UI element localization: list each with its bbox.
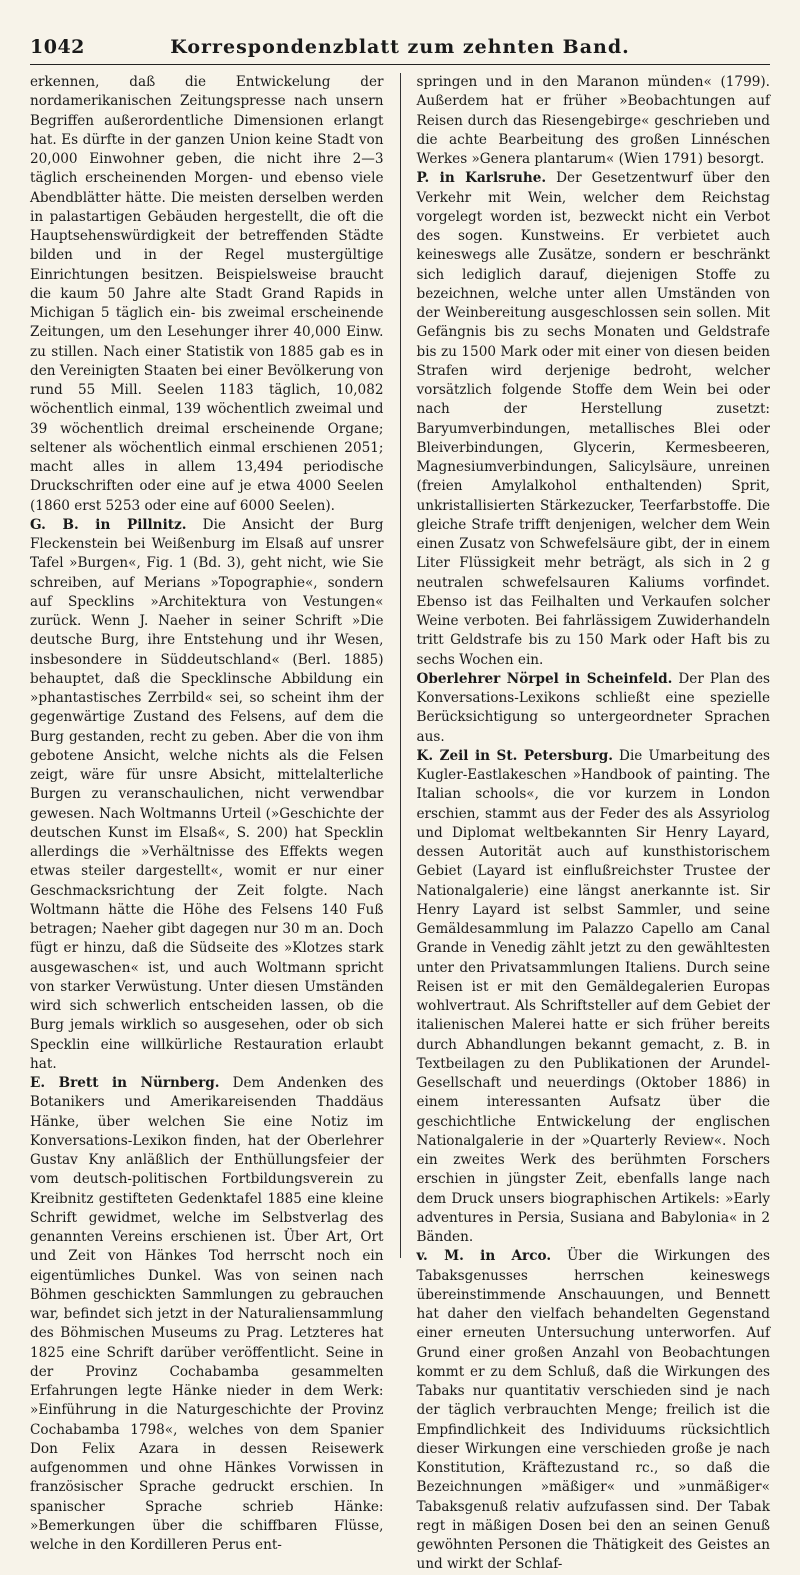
correspondent-heading: v. M. in Arco. [416,1248,552,1265]
correspondent-heading: K. Zeil in St. Petersburg. [416,747,613,764]
paragraph [417,1247,771,1574]
paragraph [30,1074,384,1555]
correspondent-heading: G. B. in Pillnitz. [30,516,187,533]
page-number: 1042 [30,36,85,58]
paragraph-text: springen und in den Maranon münden« (1799). Außerdem hat er früher »Beobachtungen auf Reisen durch das Riesengebirge« geschrieben und die achte Bearbeitung des großen Linnéschen Werkes »Genera plantarum« (Wien 1791) besorgt. [416,74,770,167]
paragraph-text: Die Ansicht der Burg Fleckenstein bei Weißenburg im Elsaß auf unsrer Tafel »Burgen«, Fig. 1 (Bd. 3), geht nicht, wie Sie schreiben, auf Merians »Topographie«, sondern auf Specklins »Architektura von Vestungen« zurück. Wenn J. Naeher in seiner Schrift »Die deutsche Burg, ihre Entstehung und ihr Wesen, insbesondere in Süddeutschland« (Berl. 1885) behauptet, daß die Specklinsche Abbildung ein »phantastisches Zerrbild« sei, so scheint ihm der gegenwärtige Zustand des Felsens, auf dem die Burg gestanden, recht zu geben. Aber die von ihm gebotene Ansicht, welche nichts als die Felsen zeigt, wäre für unsre Absicht, mittelalterliche Burgen zu veranschaulichen, nicht verwendbar gewesen. Nach Woltmanns Urteil (»Geschichte der deutschen Kunst im Elsaß«, S. 200) hat Specklin allerdings die »Verhältnisse des Effekts wegen etwas steiler dargestellt«, womit er nur einer Geschmacksrichtung der Zeit folgte. Nach Woltmann hätte die Höhe des Felsens 140 Fuß betragen; Naeher gibt dagegen nur 30 m an. Doch fügt er hinzu, daß die Südseite des »Klotzes stark ausgewaschen« ist, und auch Woltmann spricht von starker Verwüstung. Unter diesen Umständen wird sich schwerlich entscheiden lassen, ob die Burg jemals wirklich so ausgesehen, oder ob sich Specklin eine willkürliche Restauration erlaubt hat. [30,516,384,1072]
paragraph [417,73,771,169]
paragraph-text: Der Gesetzentwurf über den Verkehr mit Wein, welcher dem Reichstag vorgelegt worden ist, bezweckt nicht ein Verbot des sogen. Kunstweins. Er verbietet auch keineswegs alle Zusätze, sondern er beschränkt sich lediglich darauf, diejenigen Stoffe zu bezeichnen, welche unter allen Umständen von der Weinbereitung ausgeschlossen sein sollen. Mit Gefängnis bis zu sechs Monaten und Geldstrafe bis zu 1500 Mark oder mit einer von diesen beiden Strafen wird derjenige bedroht, welcher vorsätzlich folgende Stoffe dem Wein bei oder nach der Herstellung zusetzt: Baryumverbindungen, metallisches Blei oder Bleiverbindungen, Glycerin, Kermesbeeren, Magnesiumverbindungen, Salicylsäure, unreinen (freien Amylalkohol enthaltenden) Sprit, unkristallisierten Stärkezucker, Teerfarbstoffe. Die gleiche Strafe trifft denjenigen, welcher dem Wein einen Zusatz von Schwefelsäure gibt, der in einem Liter Flüssigkeit mehr beträgt, als sich in 2 g neutralen schwefelsauren Kaliums vorfindet. Ebenso ist das Feilhalten und Verkaufen solcher Weine verboten. Bei fahrlässigem Zuwiderhandeln tritt Geldstrafe bis zu 150 Mark oder Haft bis zu sechs Wochen ein. [416,170,770,668]
column-divider [400,73,401,1258]
paragraph-text: Der Plan des Konversations-Lexikons schließt eine spezielle Berücksichtigung so untergeordneter Sprachen aus. [416,670,770,745]
page-header [30,30,770,65]
paragraph [417,670,771,747]
paragraph [30,516,384,1074]
paragraph [417,747,771,1248]
paragraph-text: Über die Wirkungen des Tabaksgenusses herrschen keineswegs übereinstimmende Anschauungen, und Bennett hat daher den vielfach behandelten Gegenstand einer erneuten Untersuchung unterworfen. Auf Grund einer großen Anzahl von Beobachtungen kommt er zu dem Schluß, daß die Wirkungen des Tabaks nur quantitativ verschieden sind je nach der täglich verbrauchten Menge; freilich ist die Empfindlichkeit des Individuums rücksichtlich dieser Wirkungen eine verschieden große je nach Konstitution, Kräftezustand rc., so daß die Bezeichnungen »mäßiger« und »unmäßiger« Tabaksgenuß relativ aufzufassen sind. Der Tabak regt in mäßigen Dosen bei den an seinen Genuß gewöhnten Personen die Thätigkeit des Geistes an und wirkt der Schlaf- [416,1248,770,1573]
text-columns [30,73,770,1573]
right-column [416,73,771,1573]
paragraph-text: Die Umarbeitung des Kugler-Eastlakeschen »Handbook of painting. The Italian schools«, die vor kurzem in London erschien, stammt aus der Feder des als Assyriolog und Diplomat weltbekannten Sir Henry Layard, dessen Autorität auch auf kunsthistorischem Gebiet (Layard ist einflußreichster Trustee der Nationalgalerie) eine längst anerkannte ist. Sir Henry Layard ist selbst Sammler, und seine Gemäldesammlung im Palazzo Capello am Canal Grande in Venedig zählt jetzt zu den gewähltesten unter den Privatsammlungen Italiens. Durch seine Reisen ist er mit den Gemäldegalerien Europas wohlvertraut. Als Schriftsteller auf dem Gebiet der italienischen Malerei hatte er sich früher bereits durch Abhandlungen bekannt gemacht, z. B. in Textbeilagen zu den Publikationen der Arundel-Gesellschaft und neuerdings (Oktober 1886) in einem interessanten Aufsatz über die geschichtliche Entwickelung der englischen Nationalgalerie in der »Quarterly Review«. Noch ein zweites Werk des berühmten Forschers erschien in jüngster Zeit, ebenfalls lange nach dem Druck unsers biographischen Artikels: »Early adventures in Persia, Susiana and Babylonia« in 2 Bänden. [416,747,770,1245]
correspondent-heading: P. in Karlsruhe. [416,170,547,187]
correspondent-heading: E. Brett in Nürnberg. [30,1075,220,1091]
correspondent-heading: Oberlehrer Nörpel in Scheinfeld. [416,670,673,687]
left-column [30,73,384,1553]
paragraph [417,169,771,670]
running-title: Korrespondenzblatt zum zehnten Band. [170,36,630,58]
paragraph-text: Dem Andenken des Botanikers und Amerikareisenden Thaddäus Hänke, über welchen Sie eine Notiz im Konversations-Lexikon finden, hat der Oberlehrer Gustav Kny anläßlich der Enthüllungsfeier der vom deutsch-politischen Fortbildungsverein zu Kreibnitz gestifteten Gedenktafel 1885 eine kleine Schrift gewidmet, welche im Selbstverlag des genannten Vereins erschienen ist. Über Art, Ort und Zeit von Hänkes Tod herrscht noch ein eigentümliches Dunkel. Was von seinen nach Böhmen geschickten Sammlungen zu gebrauchen war, befindet sich jetzt in der Naturaliensammlung des Böhmischen Museums zu Prag. Letzteres hat 1825 eine Schrift darüber veröffentlicht. Seine in der Provinz Cochabamba gesammelten Erfahrungen legte Hänke nieder in dem Werk: »Einführung in die Naturgeschichte der Provinz Cochabamba 1798«, welches von dem Spanier Don Felix Azara in dessen Reisewerk aufgenommen und ohne Hänkes Vorwissen in französischer Sprache gedruckt erschien. In spanischer Sprache schrieb Hänke: »Bemerkungen über die schiffbaren Flüsse, welche in den Kordilleren Perus ent- [30,1075,384,1553]
paragraph-text: erkennen, daß die Entwickelung der nordamerikanischen Zeitungspresse nach unsern Begriffen außerordentliche Dimensionen erlangt hat. Es dürfte in der ganzen Union keine Stadt von 20,000 Einwohner geben, die nicht ihre 2—3 täglich erscheinenden Morgen- und ebenso viele Abendblätter hätte. Die meisten derselben werden in palastartigen Gebäuden hergestellt, die oft die Hauptsehenswürdigkeit der betreffenden Städte bilden und in der Regel mustergültige Einrichtungen besitzen. Beispielsweise braucht die kaum 50 Jahre alte Stadt Grand Rapids in Michigan 5 täglich ein- bis zweimal erscheinende Zeitungen, um den Lesehunger ihrer 40,000 Einw. zu stillen. Nach einer Statistik von 1885 gab es in den Vereinigten Staaten bei einer Bevölkerung von rund 55 Mill. Seelen 1183 täglich, 10,082 wöchentlich einmal, 139 wöchentlich zweimal und 39 wöchentlich dreimal erscheinende Organe; seltener als wöchentlich einmal erschienen 2051; macht alles in allem 13,494 periodische Druckschriften oder eine auf je etwa 4000 Seelen (1860 erst 5253 oder eine auf 6000 Seelen). [30,74,384,514]
paragraph [30,73,384,516]
